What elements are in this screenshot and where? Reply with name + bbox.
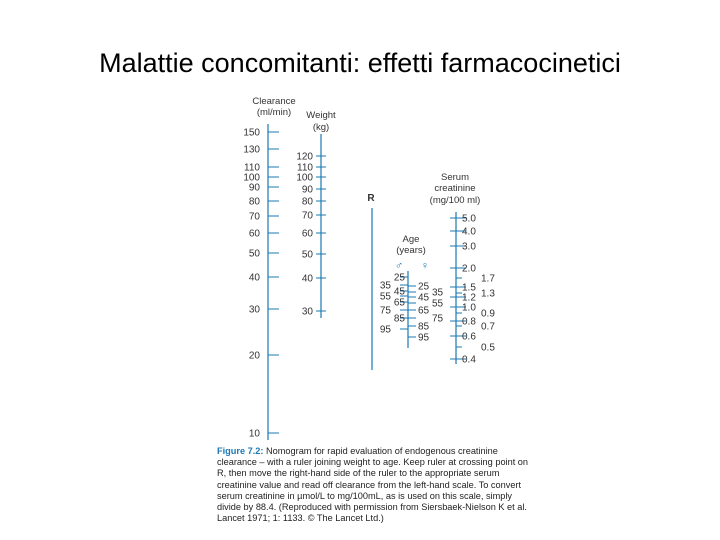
weight-tick-label: 80 [301,196,313,208]
weight-label-1: Weight [306,110,336,121]
age-male-tick-label: 65 [393,297,405,309]
weight-tick-label: 50 [301,249,313,261]
serum-minor-tick-label: 1.3 [481,288,495,300]
clearance-ticks [243,128,279,440]
age-female-tick-label: 85 [418,321,430,333]
age-male-tick-label: 55 [379,291,391,303]
serum-minor-tick-label: 0.9 [481,308,495,320]
serum-tick-label: 1.0 [462,302,476,314]
clearance-tick-label: 50 [248,248,260,260]
clearance-tick-label: 30 [248,304,260,316]
weight-tick-label: 120 [296,151,313,163]
age-male-tick-label: 45 [393,286,405,298]
age-female-tick-label: 45 [418,292,430,304]
weight-tick-label: 110 [297,162,313,174]
clearance-tick-label: 60 [248,228,260,240]
serum-tick-label: 4.0 [462,226,476,238]
clearance-tick-label: 40 [248,272,260,284]
clearance-label-2: (ml/min) [256,107,292,118]
age-male-tick-label: 35 [379,280,391,292]
clearance-tick-label: 70 [248,211,260,223]
serum-label-3: (mg/100 ml) [429,195,481,206]
slide-title: Malattie concomitanti: effetti farmacocinetici [99,48,621,78]
clearance-tick-label: 20 [248,350,260,362]
age-label-2: (years) [396,245,426,256]
weight-tick-label: 90 [301,184,313,196]
weight-tick-label: 40 [301,273,313,285]
age-male-tick-label: 85 [393,313,405,325]
r-label: R [367,193,375,204]
weight-tick-label: 100 [296,172,313,184]
age-male-tick-label: 25 [393,272,405,284]
age-female-tick-label: 65 [418,305,430,317]
serum-tick-label: 5.0 [462,213,476,225]
age-label-1: Age [402,234,420,245]
weight-label-2: (kg) [312,122,330,133]
clearance-tick-label: 100 [243,172,260,184]
serum-tick-label: 1.2 [462,292,476,304]
age-female-tick-label: 75 [432,313,444,325]
clearance-tick-label: 80 [248,196,260,208]
serum-tick-label: 0.6 [462,331,476,343]
male-symbol: ♂ [394,260,404,272]
caption-lead: Figure 7.2: [217,446,264,456]
clearance-label-1: Clearance [252,96,296,107]
clearance-tick-label: 130 [243,144,260,156]
age-female-tick-label: 55 [432,298,444,310]
serum-minor-tick-label: 0.7 [481,321,495,333]
serum-tick-label: 2.0 [462,263,476,275]
serum-label-1: Serum [441,172,469,183]
clearance-tick-label: 110 [244,162,260,174]
serum-minor-tick-label: 0.5 [481,342,495,354]
serum-tick-label: 3.0 [462,241,476,253]
caption-text: Nomogram for rapid evaluation of endogenous creatinine clearance – with a ruler joining weight to age. Keep ruler at crossing point on R, then move the right-hand side of the ruler to the appropriate serum creatinine value and read off clearance from the left-hand scale. To convert serum creatinine in µmol/L to mg/100mL, as is used on this scale, simply divide by 88.4. (Reproduced with permission from Siersbaek-Nielson K et al. Lancet 1971; 1: 1133. © The Lancet Ltd.) [217,446,529,524]
clearance-tick-label: 90 [248,182,260,194]
serum-tick-label: 0.4 [462,354,476,366]
age-male-tick-label: 95 [379,324,391,336]
age-male-tick-label: 75 [379,305,391,317]
age-female-tick-label: 35 [432,287,444,299]
clearance-tick-label: 150 [243,127,260,139]
serum-tick-label: 0.8 [462,316,476,328]
weight-tick-label: 70 [301,210,313,222]
weight-tick-label: 60 [301,228,313,240]
figure-caption [217,446,537,524]
serum-minor-tick-label: 1.7 [481,273,495,285]
clearance-tick-label: 10 [248,428,260,440]
age-female-tick-label: 95 [418,332,430,344]
serum-tick-label: 1.5 [462,282,476,294]
serum-label-2: creatinine [434,183,476,194]
weight-tick-label: 30 [301,306,313,318]
serum-ticks [450,214,495,366]
age-ticks [380,273,444,344]
female-symbol: ♀ [420,260,430,272]
age-female-tick-label: 25 [418,281,430,293]
